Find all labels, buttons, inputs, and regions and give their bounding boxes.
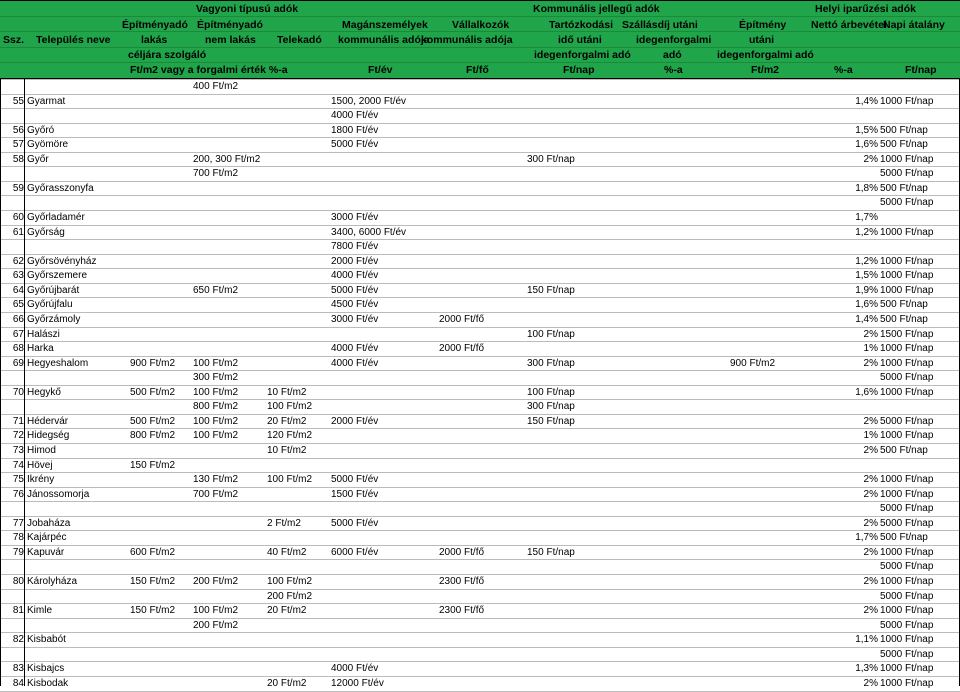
cell-pct: 2%: [863, 677, 878, 689]
cell-mag: 3000 Ft/év: [331, 212, 379, 224]
cell-name: Kisbajcs: [27, 663, 65, 675]
table-row: [0, 94, 960, 109]
col-epitm-3: idegenforgalmi adó: [717, 49, 814, 61]
cell-name: Győrújbarát: [27, 284, 80, 296]
cell-n: 68: [12, 343, 24, 355]
cell-mag: 6000 Ft/év: [331, 546, 379, 558]
group-vagyoni: Vagyoni típusú adók: [196, 3, 299, 15]
cell-pct: 2%: [863, 576, 878, 588]
cell-c3: 20 Ft/m2: [267, 415, 307, 427]
cell-mag: 1800 Ft/év: [331, 124, 379, 136]
cell-name: Győrszemere: [27, 270, 88, 282]
cell-name: Hövej: [27, 459, 53, 471]
cell-napi: 5000 Ft/nap: [880, 517, 934, 529]
cell-c2: 130 Ft/m2: [193, 474, 239, 486]
cell-name: Győró: [27, 124, 55, 136]
cell-napi: 5000 Ft/nap: [880, 168, 934, 180]
cell-name: Hidegség: [27, 430, 70, 442]
col-szall-2: idegenforgalmi: [636, 34, 712, 46]
cell-n: 60: [12, 212, 24, 224]
cell-mag: 3000 Ft/év: [331, 313, 379, 325]
cell-name: Ikrény: [27, 474, 55, 486]
table-row: [0, 559, 960, 574]
cell-pct: 1,4%: [855, 313, 878, 325]
col-epitm-1: Építmény: [739, 19, 787, 31]
cell-napi: 1000 Ft/nap: [880, 357, 934, 369]
cell-pct: 2%: [863, 474, 878, 486]
cell-pct: 2%: [863, 517, 878, 529]
cell-pct: 2%: [863, 445, 878, 456]
table-row: [0, 487, 960, 502]
cell-napi: 1000 Ft/nap: [880, 284, 934, 296]
table-row: [0, 414, 960, 429]
table-row: [0, 166, 960, 181]
table-row: [0, 283, 960, 298]
cell-name: Kisbabót: [27, 634, 66, 646]
table-row: [0, 79, 960, 94]
cell-pct: 2%: [863, 328, 878, 340]
cell-mag: 5000 Ft/év: [331, 474, 379, 486]
cell-mag: 4000 Ft/év: [331, 343, 379, 355]
cell-name: Jobaháza: [27, 517, 71, 529]
cell-c3: 20 Ft/m2: [267, 605, 307, 617]
table-row: [0, 472, 960, 487]
cell-pct: 1,7%: [855, 212, 878, 224]
cell-n: 75: [12, 474, 24, 486]
cell-napi: 500 Ft/nap: [880, 124, 928, 136]
table-row: [0, 501, 960, 516]
cell-tart: 100 Ft/nap: [527, 328, 575, 340]
cell-pct: 1,8%: [855, 182, 878, 194]
cell-name: Kisbodak: [27, 677, 69, 689]
col-vall-2: kommunális adója: [421, 34, 513, 46]
table-row: [0, 239, 960, 254]
cell-mag: 4500 Ft/év: [331, 299, 379, 311]
table-row: [0, 632, 960, 647]
cell-n: 69: [12, 357, 24, 369]
cell-name: Harka: [27, 343, 54, 355]
cell-n: 80: [12, 576, 24, 588]
cell-pct: 1,9%: [855, 284, 878, 296]
cell-name: Győrasszonyfa: [27, 182, 94, 194]
cell-napi: 1000 Ft/nap: [880, 605, 934, 617]
cell-n: 77: [12, 517, 24, 529]
cell-pct: 1%: [863, 430, 878, 442]
cell-n: 59: [12, 182, 24, 194]
table-row: [0, 603, 960, 618]
col-mag-1: Magánszemélyek: [342, 19, 428, 31]
cell-c1: 600 Ft/m2: [130, 546, 176, 558]
cell-napi: 1500 Ft/nap: [880, 328, 934, 340]
cell-n: 71: [12, 415, 24, 427]
col-vall-1: Vállalkozók: [452, 19, 510, 31]
cell-c3: 10 Ft/m2: [267, 445, 307, 456]
table-row: [0, 458, 960, 473]
cell-name: Gyarmat: [27, 95, 66, 107]
cell-pct: 1,2%: [855, 255, 878, 267]
cell-vall: 2300 Ft/fő: [439, 605, 485, 617]
cell-c3: 200 Ft/m2: [267, 590, 313, 602]
cell-mag: 1500 Ft/év: [331, 488, 379, 500]
cell-c3: 100 Ft/m2: [267, 474, 313, 486]
cell-pct: 1,6%: [855, 139, 878, 151]
cell-pct: 1,6%: [855, 299, 878, 311]
cell-napi: 1000 Ft/nap: [880, 343, 934, 355]
cell-mag: 2000 Ft/év: [331, 415, 379, 427]
unit-ft-ev: Ft/év: [368, 64, 393, 76]
cell-n: 55: [12, 95, 24, 107]
cell-mag: 1500, 2000 Ft/év: [331, 95, 407, 107]
cell-mag: 4000 Ft/év: [331, 110, 379, 122]
cell-vall: 2000 Ft/fő: [439, 546, 485, 558]
cell-pct: 2%: [863, 605, 878, 617]
cell-tart: 100 Ft/nap: [527, 386, 575, 398]
col-netto: Nettó árbevétel: [811, 19, 887, 31]
cell-name: Győrsövényház: [27, 255, 97, 267]
unit-pct-1: %-a: [664, 64, 683, 76]
cell-napi: 1000 Ft/nap: [880, 255, 934, 267]
cell-napi: 1000 Ft/nap: [880, 474, 934, 486]
cell-n: 58: [12, 153, 24, 165]
cell-pct: 1,3%: [855, 663, 878, 675]
cell-name: Himod: [27, 445, 56, 456]
cell-pct: 2%: [863, 488, 878, 500]
cell-vall: 2000 Ft/fő: [439, 313, 485, 325]
table-row: [0, 516, 960, 531]
cell-vall: 2300 Ft/fő: [439, 576, 485, 588]
cell-name: Károlyháza: [27, 576, 78, 588]
cell-mag: 7800 Ft/év: [331, 241, 379, 253]
table-row: [0, 123, 960, 138]
cell-vall: 2000 Ft/fő: [439, 343, 485, 355]
cell-c2: 200 Ft/m2: [193, 576, 239, 588]
cell-n: 65: [12, 299, 24, 311]
table-row: [0, 574, 960, 589]
table-row: [0, 647, 960, 662]
group-helyi: Helyi iparűzési adók: [815, 3, 916, 15]
cell-tart: 300 Ft/nap: [527, 401, 575, 413]
cell-mag: 4000 Ft/év: [331, 663, 379, 675]
cell-n: 79: [12, 546, 24, 558]
cell-c3: 10 Ft/m2: [267, 386, 307, 398]
cell-mag: 5000 Ft/év: [331, 284, 379, 296]
cell-c2: 200, 300 Ft/m2: [193, 153, 261, 165]
cell-n: 83: [12, 663, 24, 675]
cell-napi: 1000 Ft/nap: [880, 546, 934, 558]
col-epitm-2: utáni: [749, 34, 775, 46]
table-row: [0, 181, 960, 196]
table-row: [0, 530, 960, 545]
cell-mag: 2000 Ft/év: [331, 255, 379, 267]
cell-napi: 1000 Ft/nap: [880, 576, 934, 588]
cell-c2: 650 Ft/m2: [193, 284, 239, 296]
col-epitmeny-nem-1: Építményadó: [197, 19, 263, 31]
cell-pct: 1%: [863, 343, 878, 355]
cell-napi: 5000 Ft/nap: [880, 648, 934, 660]
table-row: [0, 399, 960, 414]
table-row: [0, 268, 960, 283]
table-row: [0, 370, 960, 385]
table-row: [0, 108, 960, 123]
cell-pct: 2%: [863, 546, 878, 558]
cell-c3: 20 Ft/m2: [267, 677, 307, 689]
col-epitmeny-lakas-1: Építményadó: [122, 19, 188, 31]
cell-n: 74: [12, 459, 24, 471]
table-row: [0, 618, 960, 633]
cell-n: 72: [12, 430, 24, 442]
cell-napi: 1000 Ft/nap: [880, 677, 934, 689]
col-tart-1: Tartózkodási: [549, 19, 613, 31]
cell-napi: 500 Ft/nap: [880, 299, 928, 311]
cell-n: 78: [12, 532, 24, 544]
group-kommunalis: Kommunális jellegű adók: [533, 3, 660, 15]
cell-napi: 1000 Ft/nap: [880, 226, 934, 238]
cell-c1: 800 Ft/m2: [130, 430, 176, 442]
cell-name: Győr: [27, 153, 49, 165]
cell-c2: 100 Ft/m2: [193, 415, 239, 427]
cell-name: Kimle: [27, 605, 53, 617]
cell-c2: 700 Ft/m2: [193, 488, 239, 500]
cell-c1: 900 Ft/m2: [130, 357, 176, 369]
cell-c1: 150 Ft/m2: [130, 576, 176, 588]
cell-n: 56: [12, 124, 24, 136]
cell-c2: 100 Ft/m2: [193, 386, 239, 398]
cell-pct: 1,4%: [855, 95, 878, 107]
cell-mag: 5000 Ft/év: [331, 517, 379, 529]
table-row: [0, 428, 960, 443]
cell-mag: 4000 Ft/év: [331, 270, 379, 282]
table-row: [0, 589, 960, 604]
cell-epit: 900 Ft/m2: [730, 357, 776, 369]
cell-n: 73: [12, 445, 24, 456]
cell-c3: 40 Ft/m2: [267, 546, 307, 558]
cell-name: Halászi: [27, 328, 60, 340]
cell-pct: 2%: [863, 153, 878, 165]
table-row: [0, 327, 960, 342]
cell-name: Hédervár: [27, 415, 69, 427]
unit-ft-m2-forgalmi: Ft/m2 vagy a forgalmi érték %-a: [130, 64, 288, 76]
cell-c2: 700 Ft/m2: [193, 168, 239, 180]
unit-pct-2: %-a: [834, 64, 853, 76]
col-szall-3: adó: [663, 49, 682, 61]
cell-napi: 1000 Ft/nap: [880, 95, 934, 107]
cell-pct: 1,1%: [855, 634, 878, 646]
cell-napi: 500 Ft/nap: [880, 182, 928, 194]
cell-c2: 800 Ft/m2: [193, 401, 239, 413]
table-row: [0, 195, 960, 210]
grid-line: [0, 62, 960, 63]
cell-tart: 150 Ft/nap: [527, 284, 575, 296]
cell-tart: 150 Ft/nap: [527, 546, 575, 558]
table-row: [0, 341, 960, 356]
cell-n: 70: [12, 386, 24, 398]
cell-napi: 5000 Ft/nap: [880, 590, 934, 602]
cell-mag: 5000 Ft/év: [331, 139, 379, 151]
cell-c3: 2 Ft/m2: [267, 517, 301, 529]
cell-napi: 1000 Ft/nap: [880, 386, 934, 398]
col-szall-1: Szállásdíj utáni: [622, 19, 698, 31]
cell-name: Győrzámoly: [27, 313, 81, 325]
cell-n: 57: [12, 139, 24, 151]
cell-napi: 1000 Ft/nap: [880, 270, 934, 282]
cell-c1: 500 Ft/m2: [130, 386, 176, 398]
cell-n: 81: [12, 605, 24, 617]
cell-napi: 1000 Ft/nap: [880, 488, 934, 500]
cell-tart: 150 Ft/nap: [527, 415, 575, 427]
table-row: [0, 137, 960, 152]
cell-n: 76: [12, 488, 24, 500]
cell-n: 66: [12, 313, 24, 325]
cell-pct: 2%: [863, 415, 878, 427]
cell-n: 61: [12, 226, 24, 238]
cell-c2: 400 Ft/m2: [193, 81, 239, 92]
cell-pct: 1,2%: [855, 226, 878, 238]
cell-napi: 1000 Ft/nap: [880, 153, 934, 165]
cell-mag: 3400, 6000 Ft/év: [331, 226, 407, 238]
table-row: [0, 254, 960, 269]
table-row: [0, 385, 960, 400]
cell-n: 82: [12, 634, 24, 646]
cell-c2: 100 Ft/m2: [193, 605, 239, 617]
cell-name: Jánossomorja: [27, 488, 90, 500]
cell-name: Győrújfalu: [27, 299, 73, 311]
col-tart-3: idegenforgalmi adó: [534, 49, 631, 61]
cell-n: 63: [12, 270, 24, 282]
unit-ft-nap-1: Ft/nap: [563, 64, 595, 76]
table-row: [0, 297, 960, 312]
cell-napi: 5000 Ft/nap: [880, 503, 934, 515]
cell-napi: 5000 Ft/nap: [880, 619, 934, 631]
col-epitmeny-lakas-2: lakás: [141, 34, 168, 46]
table-row: [0, 676, 960, 691]
cell-name: Hegykő: [27, 386, 61, 398]
table-row: [0, 210, 960, 225]
grid-line: [0, 47, 960, 48]
cell-napi: 5000 Ft/nap: [880, 415, 934, 427]
cell-c3: 120 Ft/m2: [267, 430, 313, 442]
cell-name: Kapuvár: [27, 546, 65, 558]
cell-mag: 4000 Ft/év: [331, 357, 379, 369]
col-mag-2: kommunális adója: [338, 34, 430, 46]
cell-c3: 100 Ft/m2: [267, 401, 313, 413]
cell-napi: 500 Ft/nap: [880, 313, 928, 325]
cell-pct: 1,5%: [855, 270, 878, 282]
cell-napi: 1000 Ft/nap: [880, 430, 934, 442]
cell-napi: 500 Ft/nap: [880, 532, 928, 544]
grid-line: [0, 16, 960, 17]
cell-name: Gyömöre: [27, 139, 69, 151]
cell-c2: 200 Ft/m2: [193, 619, 239, 631]
col-telekado: Telekadó: [277, 34, 322, 46]
cell-c2: 100 Ft/m2: [193, 430, 239, 442]
cell-n: 64: [12, 284, 24, 296]
cell-napi: 500 Ft/nap: [880, 445, 928, 456]
cell-napi: 5000 Ft/nap: [880, 561, 934, 573]
table-header: [0, 0, 960, 78]
col-epitmeny-nem-2: nem lakás: [205, 34, 256, 46]
col-epitmeny-lakas-3: céljára szolgáló: [128, 49, 207, 61]
cell-c2: 100 Ft/m2: [193, 357, 239, 369]
cell-c1: 500 Ft/m2: [130, 415, 176, 427]
grid-line: [0, 31, 960, 32]
table-row: [0, 356, 960, 371]
cell-napi: 1000 Ft/nap: [880, 634, 934, 646]
cell-mag: 12000 Ft/év: [331, 677, 384, 689]
table-row: [0, 661, 960, 676]
cell-name: Győrság: [27, 226, 65, 238]
cell-tart: 300 Ft/nap: [527, 153, 575, 165]
cell-n: 62: [12, 255, 24, 267]
cell-napi: 5000 Ft/nap: [880, 372, 934, 384]
cell-name: Hegyeshalom: [27, 357, 89, 369]
cell-c3: 100 Ft/m2: [267, 576, 313, 588]
unit-ft-m2: Ft/m2: [751, 64, 780, 76]
cell-pct: 2%: [863, 357, 878, 369]
cell-c2: 300 Ft/m2: [193, 372, 239, 384]
unit-ft-fo: Ft/fő: [466, 64, 489, 76]
cell-napi: 500 Ft/nap: [880, 139, 928, 151]
cell-name: Kajárpéc: [27, 532, 67, 544]
col-napi: Napi átalány: [883, 19, 945, 31]
table-row: [0, 443, 960, 458]
cell-c1: 150 Ft/m2: [130, 605, 176, 617]
cell-pct: 1,5%: [855, 124, 878, 136]
cell-n: 67: [12, 328, 24, 340]
unit-ft-nap-2: Ft/nap: [905, 64, 937, 76]
table-row: [0, 312, 960, 327]
table-row: [0, 152, 960, 167]
cell-pct: 1,6%: [855, 386, 878, 398]
cell-napi: 1000 Ft/nap: [880, 663, 934, 675]
cell-c1: 150 Ft/m2: [130, 459, 176, 471]
col-tart-2: idő utáni: [558, 34, 602, 46]
grid-line: [0, 0, 960, 1]
cell-n: 84: [12, 677, 24, 689]
cell-tart: 300 Ft/nap: [527, 357, 575, 369]
cell-pct: 1,7%: [855, 532, 878, 544]
cell-name: Győrladamér: [27, 212, 85, 224]
col-telepules: Település neve: [36, 34, 111, 46]
cell-napi: 5000 Ft/nap: [880, 197, 934, 209]
col-ssz: Ssz.: [3, 34, 25, 46]
table-row: [0, 545, 960, 560]
table-row: [0, 225, 960, 240]
